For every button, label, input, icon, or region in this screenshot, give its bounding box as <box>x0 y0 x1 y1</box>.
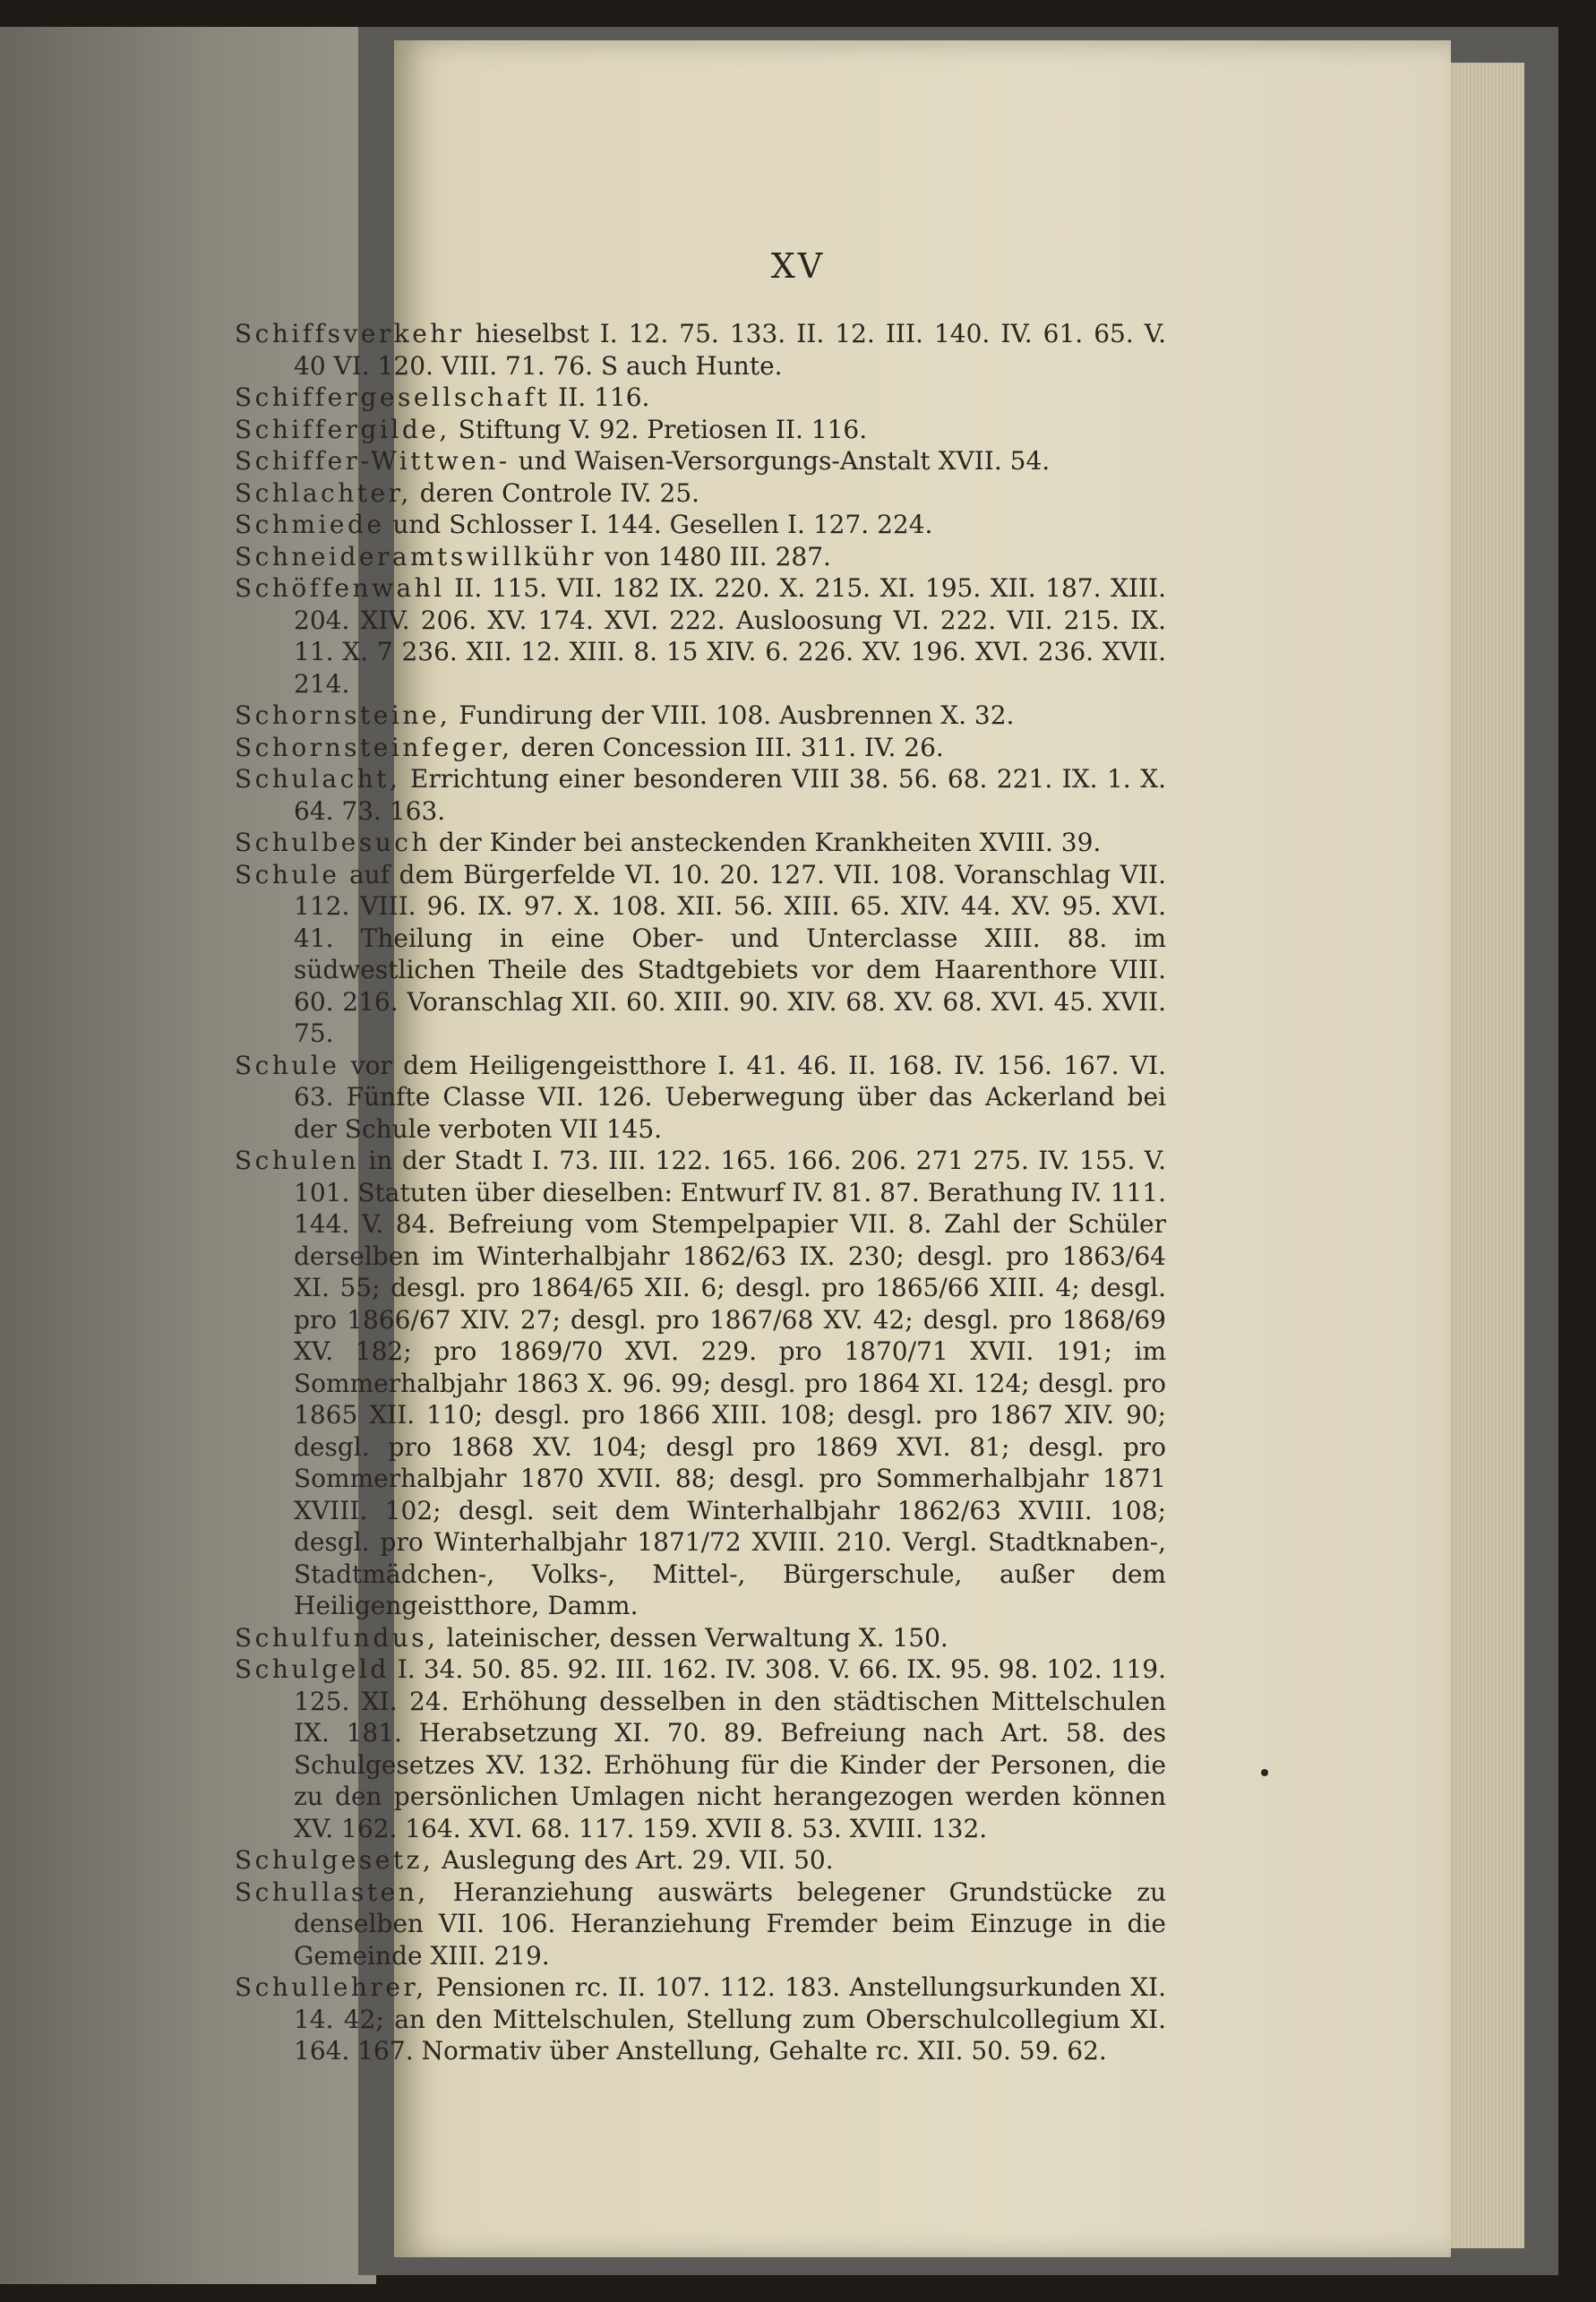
entry-text: und Schlosser I. 144. Gesellen I. 127. 224. <box>384 510 933 539</box>
index-entry <box>235 318 1166 382</box>
entry-headword: Schöffenwahl <box>235 573 445 603</box>
index-entry <box>235 1050 1166 1146</box>
index-entry <box>235 1653 1166 1844</box>
entry-text: in der Stadt I. 73. III. 122. 165. 166. 206. 271 275. IV. 155. V. 101. Statuten über dieselben: Entwurf IV. 81. 87. Berathung IV. 111. 144. V. 84. Befreiung vom Stempelpapier VII. 8. Zahl der Schüler derselben im Winterhalbjahr 1862/63 IX. 230; desgl. pro 1863/64 XI. 55; desgl. pro 1864/65 XII. 6; desgl. pro 1865/66 XIII. 4; desgl. pro 1866/67 XIV. 27; desgl. pro 1867/68 XV. 42; desgl. pro 1868/69 XV. 182; pro 1869/70 XVI. 229. pro 1870/71 XVII. 191; im Sommerhalbjahr 1863 X. 96. 99; desgl. pro 1864 XI. 124; desgl. pro 1865 XII. 110; desgl. pro 1866 XIII. 108; desgl. pro 1867 XIV. 90; desgl. pro 1868 XV. 104; desgl pro 1869 XVI. 81; desgl. pro Sommerhalbjahr 1870 XVII. 88; desgl. pro Sommerhalbjahr 1871 XVIII. 102; desgl. seit dem Winterhalbjahr 1862/63 XVIII. 108; desgl. pro Winterhalbjahr 1871/72 XVIII. 210. Vergl. Stadtknaben-, Stadtmädchen-, Volks-, Mittel-, Bürgerschule, außer dem Heiligengeistthore, Damm. <box>294 1146 1166 1620</box>
index-entry <box>235 509 1166 541</box>
entry-headword: Schiffer-Wittwen- <box>235 446 511 476</box>
entry-headword: Schiffergesellschaft <box>235 382 551 412</box>
entry-text: Fundirung der VIII. 108. Ausbrennen X. 32. <box>450 700 1015 730</box>
entry-text: und Waisen-Versorgungs-Anstalt XVII. 54. <box>510 446 1051 476</box>
index-entry <box>235 414 1166 446</box>
index-entry <box>235 732 1166 764</box>
page-edges <box>1451 63 1524 2248</box>
entry-text: Heranziehung auswärts belegener Grundstücke zu denselben VII. 106. Heranziehung Fremder beim Einzuge in die Gemeinde XIII. 219. <box>294 1877 1166 1971</box>
entry-headword: Schule <box>235 859 340 889</box>
entry-text: Errichtung einer besonderen VIII 38. 56. 68. 221. IX. 1. X. 64. 73. 163. <box>294 764 1166 826</box>
index-entry <box>235 859 1166 1050</box>
entry-headword: Schulfundus, <box>235 1622 439 1653</box>
index-entry <box>235 1877 1166 1972</box>
entry-text: Auslegung des Art. 29. VII. 50. <box>433 1845 834 1875</box>
entry-headword: Schneideramtswillkühr <box>235 541 596 571</box>
index-entry <box>235 477 1166 510</box>
index-entry <box>235 1971 1166 2067</box>
entry-headword: Schulgeld <box>235 1654 390 1684</box>
entry-text: I. 34. 50. 85. 92. III. 162. IV. 308. V. 66. IX. 95. 98. 102. 119. 125. XI. 24. Erhöhung desselben in den städtischen Mittelschulen IX. 181. Herabsetzung XI. 70. 89. Befreiung nach Art. 58. des Schulgesetzes XV. 132. Erhöhung für die Kinder der Personen, die zu den persönlichen Umlagen nicht herangezogen werden können XV. 162. 164. XVI. 68. 117. 159. XVII 8. 53. XVIII. 132. <box>294 1654 1166 1843</box>
entry-text: II. 116. <box>550 382 650 412</box>
entry-text: deren Concession III. 311. IV. 26. <box>512 732 944 762</box>
entry-text: Pensionen rc. II. 107. 112. 183. Anstellungsurkunden XI. 14. 42; an den Mittelschulen, Stellung zum Oberschulcollegium XI. 164. 167. Normativ über Anstellung, Gehalte rc. XII. 50. 59. 62. <box>294 1972 1166 2066</box>
page-number: XV <box>770 246 826 286</box>
index-entry <box>235 382 1166 414</box>
entry-text: vor dem Heiligengeistthore I. 41. 46. II. 168. IV. 156. 167. VI. 63. Fünfte Classe VII. 126. Ueberwegung über das Ackerland bei der Schule verboten VII 145. <box>294 1050 1166 1144</box>
entry-headword: Schulacht, <box>235 764 401 794</box>
index-entry <box>235 1844 1166 1877</box>
ink-speck <box>1261 1769 1268 1776</box>
index-entries <box>235 318 1166 2067</box>
entry-text: II. 115. VII. 182 IX. 220. X. 215. XI. 195. XII. 187. XIII. 204. XIV. 206. XV. 174. XVI. 222. Ausloosung VI. 222. VII. 215. IX. 11. X. 7 236. XII. 12. XIII. 8. 15 XIV. 6. 226. XV. 196. XVI. 236. XVII. 214. <box>294 573 1166 699</box>
entry-headword: Schiffergilde, <box>235 414 450 444</box>
entry-headword: Schornsteine, <box>235 700 451 730</box>
entry-headword: Schullehrer, <box>235 1972 427 2002</box>
entry-headword: Schulen <box>235 1146 359 1175</box>
entry-headword: Schulbesuch <box>235 828 431 857</box>
entry-text: deren Controle IV. 25. <box>411 477 700 508</box>
index-entry <box>235 1622 1166 1654</box>
entry-headword: Schule <box>235 1050 340 1080</box>
index-entry <box>235 541 1166 573</box>
index-entry <box>235 763 1166 827</box>
index-entry <box>235 827 1166 859</box>
entry-text: auf dem Bürgerfelde VI. 10. 20. 127. VII. 108. Voranschlag VII. 112. VIII. 96. IX. 97. X. 108. XII. 56. XIII. 65. XIV. 44. XV. 95. XVI. 41. Theilung in eine Ober- und Unterclasse XIII. 88. im südwestlichen Theile des Stadtgebiets vor dem Haarenthore VIII. 60. 216. Voranschlag XII. 60. XIII. 90. XIV. 68. XV. 68. XVI. 45. XVII. 75. <box>294 859 1166 1048</box>
index-entry <box>235 445 1166 477</box>
entry-headword: Schmiede <box>235 510 385 539</box>
entry-headword: Schiffsverkehr <box>235 319 465 348</box>
entry-headword: Schulgesetz, <box>235 1845 434 1875</box>
entry-headword: Schullasten, <box>235 1877 429 1907</box>
entry-text: Stiftung V. 92. Pretiosen II. 116. <box>450 414 868 444</box>
index-entry <box>235 700 1166 732</box>
entry-text: hieselbst I. 12. 75. 133. II. 12. III. 140. IV. 61. 65. V. 40 VI. 120. VIII. 71. 76. S auch Hunte. <box>294 319 1166 381</box>
entry-text: von 1480 III. 287. <box>596 541 831 571</box>
index-entry <box>235 572 1166 700</box>
entry-text: lateinischer, dessen Verwaltung X. 150. <box>438 1622 948 1653</box>
entry-headword: Schlachter, <box>235 477 412 508</box>
index-entry <box>235 1145 1166 1622</box>
entry-text: der Kinder bei ansteckenden Krankheiten XVIII. 39. <box>431 828 1102 857</box>
entry-headword: Schornsteinfeger, <box>235 732 513 762</box>
